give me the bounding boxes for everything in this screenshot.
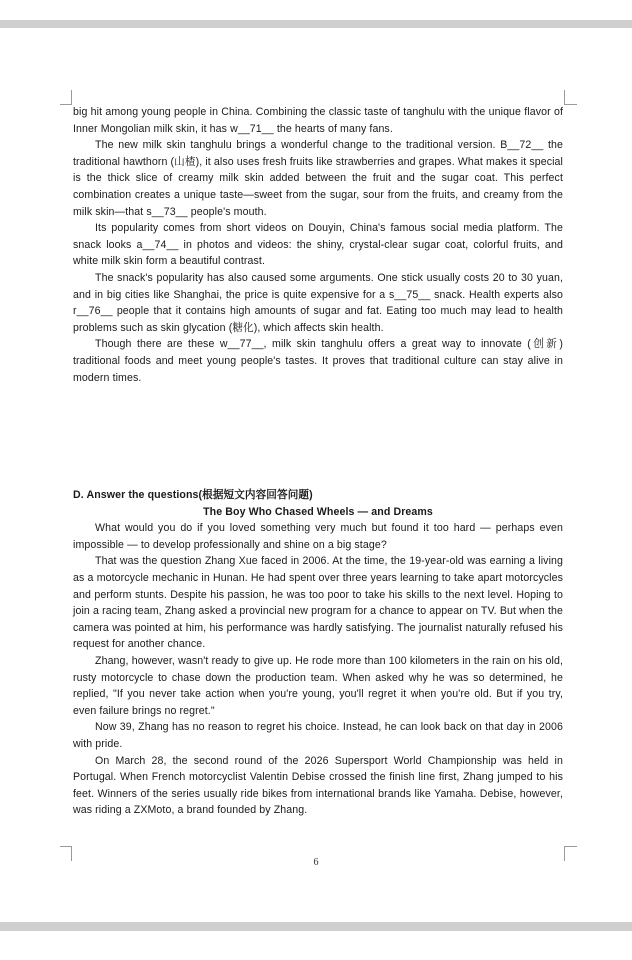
paragraph: That was the question Zhang Xue faced in 2006. At the time, the 19-year-old was earning a living as a motorcycle mechanic in Hunan. He had spent over three years learning to take apart motorcycles and perform stunts. Despite his passion, he was too poor to take his skills to the next level. Hoping to join a racing team, Zhang asked a provincial new program for a chance to appear on TV. But when the camera was pointed at him, his performance was hardly satisfying. The journalist naturally refused his request for another chance. xyxy=(73,555,563,651)
top-gray-bar xyxy=(0,20,632,28)
passage-continued xyxy=(73,104,563,386)
paragraph: What would you do if you loved something very much but found it too hard — perhaps even impossible — to develop professionally and shine on a big stage? xyxy=(73,522,563,551)
paragraph: Zhang, however, wasn't ready to give up. He rode more than 100 kilometers in the rain on his old, rusty motorcycle to chase down the production team. When asked why he was so determined, he replied, "If you never take action when you're young, you'll regret it when you're old. But if you try, even failure brings no regret." xyxy=(73,654,563,717)
paragraph: The new milk skin tanghulu brings a wonderful change to the traditional version. B__72__ the traditional hawthorn (山楂), it also uses fresh fruits like strawberries and grapes. What makes it special is the thick slice of creamy milk skin added between the fruit and the sugar coat. This perfect combination creates a unique taste—sweet from the sugar, sour from the fruits, and creamy from the milk skin—that s__73__ people's mouth. xyxy=(73,139,563,218)
paragraph: Now 39, Zhang has no reason to regret his choice. Instead, he can look back on that day in 2006 with pride. xyxy=(73,721,563,750)
crop-mark-top-right xyxy=(564,90,577,105)
paragraph: big hit among young people in China. Combining the classic taste of tanghulu with the unique flavor of Inner Mongolian milk skin, it has w__71__ the hearts of many fans. xyxy=(73,106,563,135)
section-d xyxy=(73,487,563,819)
paragraph: On March 28, the second round of the 2026 Supersport World Championship was held in Portugal. When French motorcyclist Valentin Debise crossed the finish line first, Zhang jumped to his feet. Winners of the series usually ride bikes from international brands like Yamaha. Debise, however, was riding a ZXMoto, a brand founded by Zhang. xyxy=(73,754,563,817)
paragraph: Though there are these w__77__, milk skin tanghulu offers a great way to innovate (创新) traditional foods and meet young people's tastes. It proves that traditional culture can stay alive in modern times. xyxy=(73,338,563,384)
section-heading: D. Answer the questions(根据短文内容回答问题) xyxy=(73,489,313,501)
crop-mark-top-left xyxy=(60,90,72,105)
paragraph: The snack's popularity has also caused some arguments. One stick usually costs 20 to 30 yuan, and in big cities like Shanghai, the price is quite expensive for a s__75__ snack. Health experts also r__76__ people that it contains high amounts of sugar and fat. Eating too much may lead to health problems such as skin glycation (糖化), which affects skin health. xyxy=(73,271,563,334)
story-title: The Boy Who Chased Wheels — and Dreams xyxy=(203,505,433,518)
paragraph: Its popularity comes from short videos on Douyin, China's famous social media platform. The snack looks a__74__ in photos and videos: the shiny, crystal-clear sugar coat, colorful fruits, and white milk skin form a beautiful contrast. xyxy=(73,222,563,268)
page-number: 6 xyxy=(313,857,319,868)
bottom-gray-bar xyxy=(0,922,632,931)
